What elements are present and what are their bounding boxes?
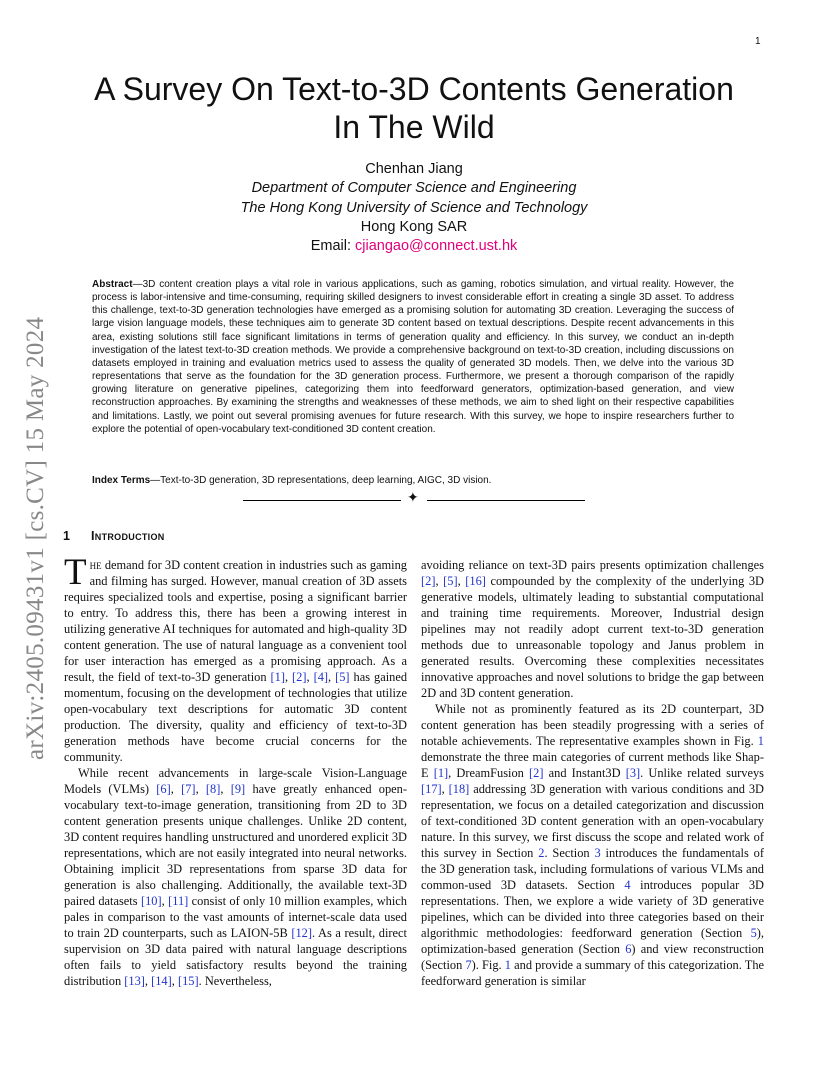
citation-link[interactable]: [13]	[124, 974, 145, 988]
abstract-text: —3D content creation plays a vital role in various applications, such as gaming, robotics simulation, and virtual reality. However, the process is labor-intensive and time-consuming, requiring skilled designers to invest considerable effort in creating a single 3D asset. To address this challenge, text-to-3D generation technologies have emerged as a promising solution for automating 3D creation. Leveraging the success of large vision language models, these techniques aim to generate 3D content based on textual descriptions. Despite recent advancements in this area, existing solutions still face significant limitations in terms of generation quality and efficiency. In this survey, we conduct an in-depth investigation of the latest text-to-3D creation methods. We provide a comprehensive background on text-to-3D creation, including discussions on datasets employed in training and evaluation metrics used to assess the quality of generated 3D models. Then, we delve into the various 3D representations that serve as the foundation for the 3D generation process. Furthermore, we present a thorough comparison of the rapidly growing literature on generative pipelines, categorizing them into feedforward generators, optimization-based generation, and view reconstruction approaches. By examining the strengths and weaknesses of these methods, we aim to shed light on their respective capabilities and limitations. Lastly, we point out several promising avenues for future research. With this survey, we hope to inspire researchers further to explore the potential of open-vocabulary text-conditioned 3D content creation.	[92, 279, 734, 435]
arxiv-identifier: arXiv:2405.09431v1 [cs.CV] 15 May 2024	[22, 316, 49, 760]
text: . Unlike related surveys	[640, 766, 764, 780]
citation-link[interactable]: [1]	[433, 766, 449, 780]
paragraph	[64, 765, 407, 989]
email-link[interactable]: cjiangao@connect.ust.hk	[355, 238, 518, 255]
abstract	[92, 278, 734, 436]
author-location: Hong Kong SAR	[360, 218, 468, 235]
citation-link[interactable]: [10]	[140, 894, 162, 908]
text: . Section	[544, 846, 595, 860]
citation-link[interactable]: [11]	[168, 894, 189, 908]
text: While not as prominently featured as its 2D counterpart, 3D content generation has been steadily progressing with a series of notable achievements. The representative examples shown in Fig.	[421, 702, 764, 748]
citation-link[interactable]: [3]	[625, 766, 641, 780]
text: compounded by the complexity of the underlying 3D generative models, ultimately leading to substantial computational and training time requirements. Moreover, Industrial design pipelines may not readily adopt current text-to-3D generation methods due to unreasonable topology and Janus problem in generated results. Overcoming these complexities necessitates innovative approaches and novel solutions to bridge the gap between 2D and 3D content generation.	[421, 574, 764, 700]
paragraph	[421, 701, 764, 989]
citation-link[interactable]: [15]	[177, 974, 199, 988]
paragraph	[421, 557, 764, 701]
text: . Nevertheless,	[198, 974, 272, 988]
text: ) and view reconstruction (Section	[421, 942, 764, 972]
section-heading	[63, 529, 165, 543]
figure-link[interactable]: 1	[757, 734, 764, 748]
paper-title	[60, 70, 768, 146]
text: consist of only 10 million examples, which pales in comparison to the vast amounts of internet-scale data used to train 2D counterparts, such as LAION-5B	[64, 894, 408, 940]
citation-link[interactable]: [4]	[313, 670, 329, 684]
title-line-2: In The Wild	[333, 109, 495, 145]
text: addressing 3D generation with various conditions and 3D representation, we focus on a detailed categorization and discussion of text-conditioned 3D content generation with an open-vocabulary nature. In this survey, we first discuss the scope and related work of this survey in Section	[421, 782, 765, 860]
citation-link[interactable]: [12]	[291, 926, 312, 940]
text: and Instant3D	[543, 766, 626, 780]
citation-link[interactable]: [17]	[421, 782, 442, 796]
separator-line-right	[427, 500, 585, 501]
drop-cap: T	[64, 552, 87, 593]
smallcaps-text: he	[89, 558, 102, 572]
citation-link[interactable]: [9]	[230, 782, 246, 796]
text: , DreamFusion	[448, 766, 530, 780]
text: ,	[170, 782, 182, 796]
text: While recent advancements in large-scale Vision-Language Models (VLMs)	[64, 766, 407, 796]
text: have greatly enhanced open-vocabulary text-to-image generation, transitioning from 2D to 3D content generation presents unique challenges. Unlike 2D content, 3D content requires handling unstructured and unordered explicit 3D representations, which are not easily integrated into neural networks. Obtaining implicit 3D representations from sparse 3D data for generation is also challenging. Additionally, the available text-3D paired datasets	[64, 782, 407, 908]
separator-line-left	[243, 500, 401, 501]
section-separator	[243, 493, 585, 507]
section-link[interactable]: 6	[625, 942, 632, 956]
citation-link[interactable]: [5]	[335, 670, 350, 684]
citation-link[interactable]: [14]	[151, 974, 172, 988]
text: . As a result, direct supervision on 3D data paired with natural language descriptions often fails to yield satisfactory results beyond the training distribution	[64, 926, 408, 988]
body-column-left	[64, 552, 408, 989]
text: ,	[195, 782, 206, 796]
index-terms-text: —Text-to-3D generation, 3D representations, deep learning, AIGC, 3D vision.	[150, 475, 492, 486]
paragraph	[64, 552, 408, 765]
citation-link[interactable]: [2]	[529, 766, 544, 780]
body-column-right	[421, 557, 764, 989]
author-email-line	[60, 237, 768, 256]
text: introduces popular 3D representations. Then, we explore a wide variety of 3D generative pipelines, which can be divided into three categories based on their algorithmic methodologies: feedforward generation (Section	[421, 878, 764, 940]
section-title: Introduction	[91, 529, 165, 543]
section-number: 1	[63, 529, 71, 543]
text: ,	[171, 974, 178, 988]
abstract-label: Abstract	[92, 279, 133, 290]
text: has gained momentum, focusing on the development of technologies that utilize open-vocabulary text descriptions for automatic 3D content production. The diversity, quality and efficiency of text-to-3D generation methods have become crucial concerns for the community.	[64, 670, 408, 764]
text: ,	[441, 782, 449, 796]
section-link[interactable]: 2	[538, 846, 545, 860]
index-terms	[92, 474, 734, 487]
text: demonstrate the three main categories of current methods like Shap-E	[421, 750, 764, 780]
text: ,	[457, 574, 466, 588]
author-department: Department of Computer Science and Engineering	[251, 180, 577, 197]
author-university: The Hong Kong University of Science and Technology	[240, 199, 588, 216]
separator-star-icon: ✦	[407, 491, 419, 506]
citation-link[interactable]: [5]	[443, 574, 458, 588]
section-link[interactable]: 7	[465, 958, 472, 972]
text: ). Fig.	[471, 958, 505, 972]
citation-link[interactable]: [2]	[421, 574, 436, 588]
title-line-1: A Survey On Text-to-3D Contents Generation	[94, 71, 734, 107]
figure-link[interactable]: 1	[504, 958, 511, 972]
citation-link[interactable]: [2]	[292, 670, 307, 684]
citation-link[interactable]: [6]	[156, 782, 171, 796]
text: ,	[284, 670, 293, 684]
index-terms-label: Index Terms	[92, 475, 151, 486]
citation-link[interactable]: [8]	[205, 782, 221, 796]
author-block	[60, 160, 768, 256]
email-label: Email:	[310, 238, 356, 255]
text: demand for 3D content creation in industries such as gaming and filming has surged. However, manual creation of 3D assets requires specialized tools and expertise, posing a significant barrier to entry. To address this, there has been a growing interest in utilizing generative AI techniques for automated and high-quality 3D content generation. The use of natural language as a convenient tool for user interaction has emerged as a promising approach. As a result, the field of text-to-3D generation	[64, 558, 407, 684]
citation-link[interactable]: [18]	[448, 782, 470, 796]
text: ,	[220, 782, 231, 796]
citation-link[interactable]: [7]	[181, 782, 196, 796]
text: introduces the fundamentals of the 3D generation task, including formulations of various VLMs and common-used 3D datasets. Section	[421, 846, 764, 892]
section-link[interactable]: 3	[594, 846, 601, 860]
text: ), optimization-based generation (Section	[421, 926, 764, 956]
text: and provide a summary of this categorization. The feedforward generation is similar	[421, 958, 765, 988]
citation-link[interactable]: [16]	[465, 574, 486, 588]
citation-link[interactable]: [1]	[270, 670, 285, 684]
text: ,	[306, 670, 314, 684]
page-number: 1	[755, 36, 761, 47]
section-link[interactable]: 4	[624, 878, 631, 892]
section-link[interactable]: 5	[750, 926, 757, 940]
text: ,	[161, 894, 169, 908]
text: avoiding reliance on text-3D pairs presents optimization challenges	[421, 558, 764, 572]
text: ,	[328, 670, 336, 684]
text: ,	[144, 974, 152, 988]
text: ,	[435, 574, 444, 588]
author-name: Chenhan Jiang	[365, 161, 463, 177]
